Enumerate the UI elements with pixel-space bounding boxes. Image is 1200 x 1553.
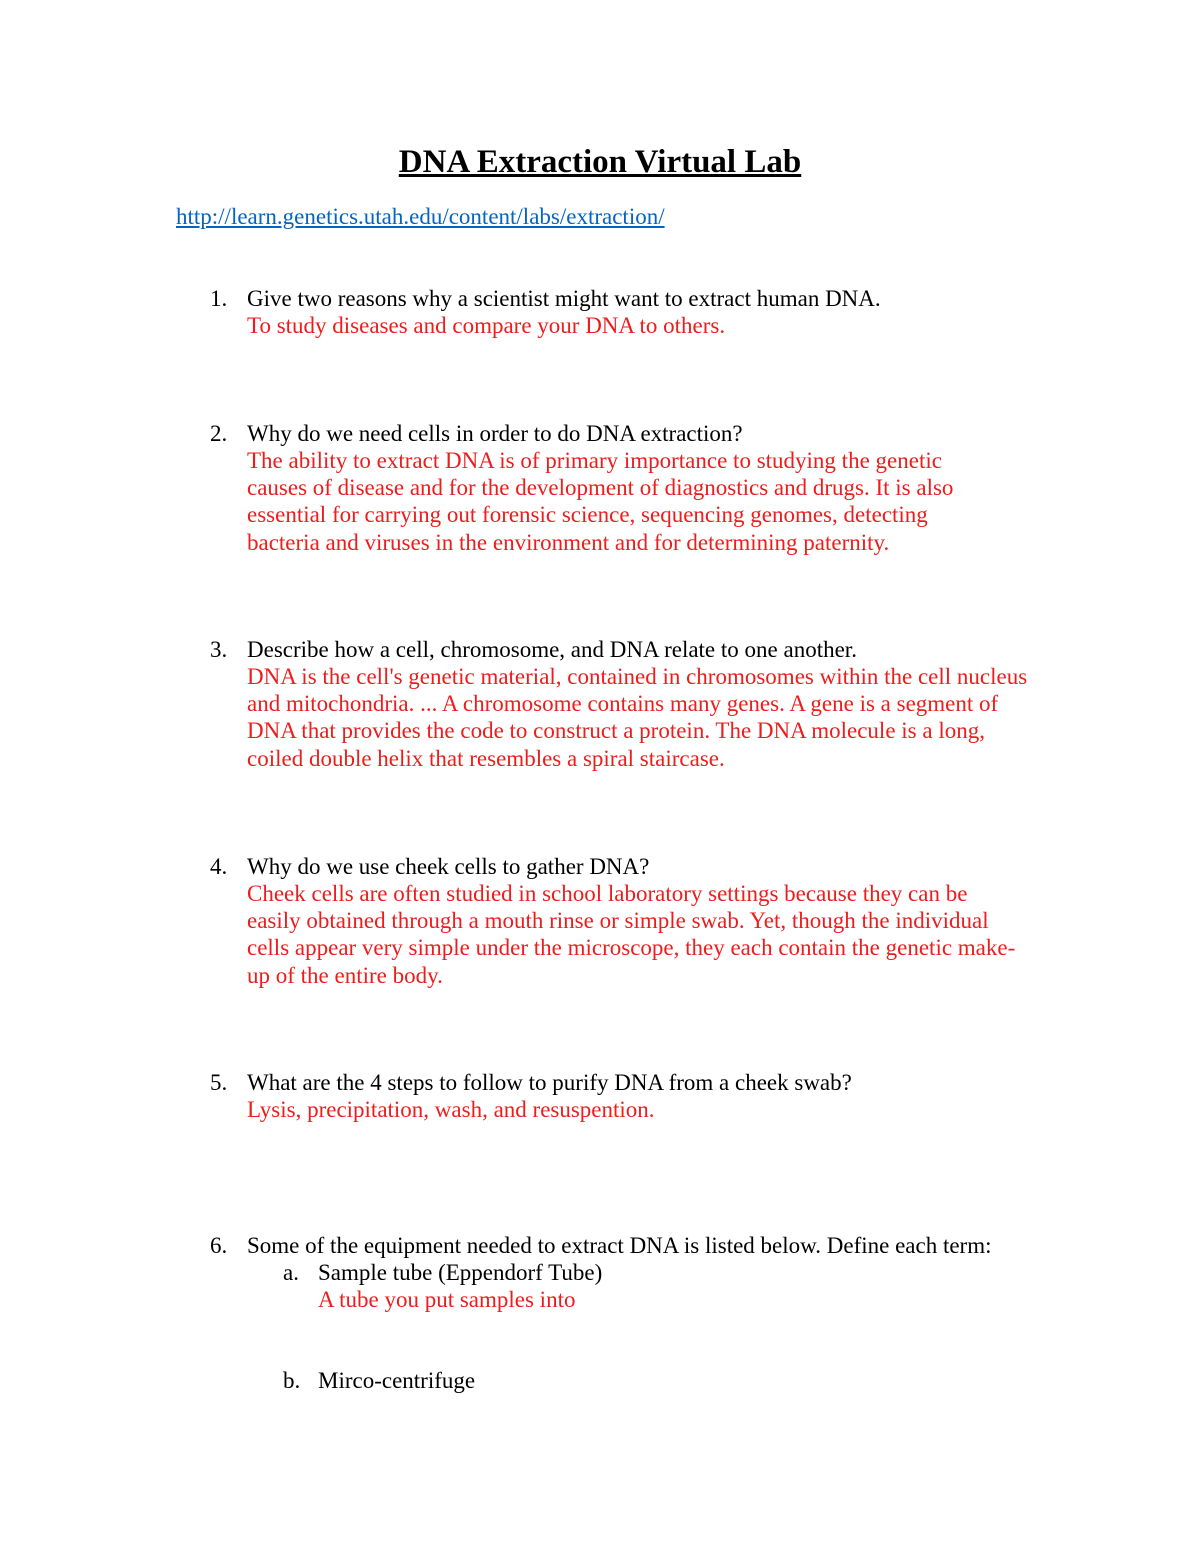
lab-link[interactable]: http://learn.genetics.utah.edu/content/labs/extraction/: [176, 204, 665, 229]
question-text: Give two reasons why a scientist might want to extract human DNA.: [247, 286, 881, 311]
sub-item-letter: b.: [283, 1368, 301, 1393]
answer-text: Lysis, precipitation, wash, and resuspention.: [247, 1097, 655, 1122]
question-number: 3.: [210, 637, 228, 662]
question-number: 6.: [210, 1233, 228, 1258]
question-text: Why do we need cells in order to do DNA extraction?: [247, 421, 743, 446]
question-number: 1.: [210, 286, 228, 311]
page-title: DNA Extraction Virtual Lab: [398, 144, 802, 180]
sub-item-text: Sample tube (Eppendorf Tube): [318, 1260, 603, 1285]
question-text: Why do we use cheek cells to gather DNA?: [247, 854, 650, 879]
sub-item-text: Mirco-centrifuge: [318, 1368, 476, 1393]
answer-text: To study diseases and compare your DNA to others.: [247, 313, 726, 338]
question-text: What are the 4 steps to follow to purify DNA from a cheek swab?: [247, 1070, 852, 1095]
sub-item-letter: a.: [283, 1260, 299, 1285]
question-text: Describe how a cell, chromosome, and DNA relate to one another.: [247, 637, 857, 662]
question-text: Some of the equipment needed to extract DNA is listed below. Define each term:: [247, 1233, 992, 1258]
question-number: 2.: [210, 421, 228, 446]
answer-text: The ability to extract DNA is of primary importance to studying the genetic causes of disease and for the development of diagnostics and drugs. It is also essential for carrying out forensic science, sequencing genomes, detecting bacteria and viruses in the environment and for determining paternity.: [247, 448, 954, 555]
sub-item-answer: A tube you put samples into: [318, 1287, 576, 1312]
question-number: 4.: [210, 854, 228, 879]
answer-text: Cheek cells are often studied in school laboratory settings because they can be easily obtained through a mouth rinse or simple swab. Yet, though the individual cells appear very simple under the microscope, they each contain the genetic make-up of the entire body.: [247, 881, 1016, 988]
answer-text: DNA is the cell's genetic material, contained in chromosomes within the cell nucleus and mitochondria. ... A chromosome contains many genes. A gene is a segment of DNA that provides the code to construct a protein. The DNA molecule is a long, coiled double helix that resembles a spiral staircase.: [247, 664, 1028, 771]
question-number: 5.: [210, 1070, 228, 1095]
